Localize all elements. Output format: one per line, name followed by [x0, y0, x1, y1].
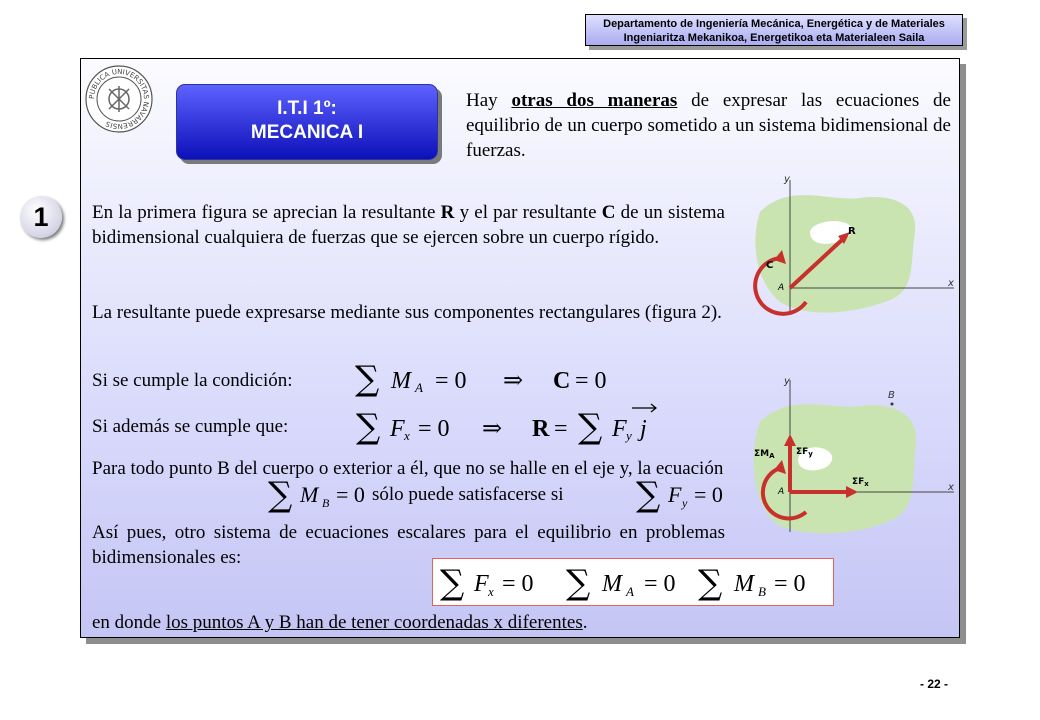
svg-text:M: M — [602, 571, 622, 597]
university-seal-icon — [84, 64, 154, 134]
svg-text:y: y — [682, 496, 688, 510]
department-header — [585, 14, 963, 46]
svg-text:A: A — [778, 283, 785, 293]
condition-line-2: Si además se cumple que: — [92, 416, 289, 437]
svg-text:= 0: = 0 — [336, 482, 365, 507]
figure-2-components — [740, 372, 958, 542]
paragraph-conclusion: en donde los puntos A y B han de tener coordenadas x diferentes. — [92, 612, 588, 633]
svg-text:A: A — [626, 584, 634, 599]
svg-text:∑: ∑ — [356, 407, 381, 446]
paragraph-resultant: En la primera figura se aprecian la resultante R y el par resultante C de un sistema bidimensional cualquiera de fuerzas que se ejercen sobre un cuerpo rígido. — [92, 202, 725, 248]
svg-text:∑: ∑ — [355, 359, 380, 398]
svg-text:x: x — [948, 278, 954, 289]
svg-text:j: j — [640, 416, 647, 442]
intro-paragraph: Hay otras dos maneras de expresar las ecuaciones de equilibrio de un cuerpo sometido a un sistema bidimensional de fuerzas. — [466, 90, 951, 161]
svg-text:ΣFx: $\Sigma F_x$ — [852, 477, 869, 488]
equation-moment-a — [355, 358, 635, 398]
equation-moment-b-inline — [268, 474, 380, 514]
svg-text:x: x — [488, 584, 494, 599]
department-name-es: Departamento de Ingeniería Mecánica, Energética y de Materiales — [603, 18, 945, 30]
svg-text:= 0: = 0 — [418, 416, 450, 442]
equation-force-y-inline — [636, 474, 736, 514]
intro-emphasis: otras dos maneras — [511, 90, 678, 111]
svg-text:C: C — [553, 368, 571, 394]
svg-text:= 0: = 0 — [644, 571, 676, 597]
page-number: - 22 - — [920, 677, 949, 691]
svg-text:B: B — [888, 390, 895, 401]
paragraph-components: La resultante puede expresarse mediante sus componentes rectangulares (figura 2). — [92, 302, 722, 323]
svg-text:=: = — [554, 416, 568, 442]
svg-text:∑: ∑ — [566, 563, 591, 602]
svg-text:∑: ∑ — [636, 475, 661, 514]
svg-text:A: A — [778, 487, 785, 497]
svg-text:F: F — [474, 571, 489, 597]
svg-text:M: M — [391, 368, 411, 394]
paragraph-scalar-system: Así pues, otro sistema de ecuaciones escalares para el equilibrio en problemas bidimensionales es: — [92, 522, 725, 568]
svg-text:y: y — [784, 376, 790, 387]
svg-text:∑: ∑ — [698, 563, 723, 602]
svg-text:F: F — [390, 416, 405, 442]
svg-text:= 0: = 0 — [502, 571, 534, 597]
svg-text:∑: ∑ — [578, 407, 603, 446]
paragraph-point-b: Para todo punto B del cuerpo o exterior a él, que no se halle en el eje y, la ecuación — [92, 458, 724, 479]
svg-text:∑: ∑ — [440, 563, 465, 602]
svg-text:⇒: ⇒ — [482, 414, 503, 442]
svg-text:⇒: ⇒ — [503, 366, 524, 394]
department-name-eu: Ingeniaritza Mekanikoa, Energetikoa eta Materialeen Saila — [623, 32, 925, 44]
seal-text: PUBLICA UNIVERSITAS NAVARRENSIS — [87, 67, 151, 131]
svg-text:= 0: = 0 — [774, 571, 806, 597]
svg-text:C: C — [766, 260, 774, 271]
svg-text:ΣMA: $\Sigma M_A$ — [754, 449, 775, 460]
condition-line-1: Si se cumple la condición: — [92, 370, 293, 391]
svg-text:= 0: = 0 — [575, 368, 607, 394]
svg-text:x: x — [404, 428, 410, 443]
svg-text:= 0: = 0 — [694, 482, 723, 507]
svg-text:F: F — [612, 416, 627, 442]
svg-text:A: A — [415, 380, 423, 395]
conclusion-emphasis: los puntos A y B han de tener coordenadas x diferentes — [165, 612, 583, 633]
equilibrium-equations — [440, 560, 830, 602]
course-title-box — [176, 84, 438, 160]
svg-text:R: R — [848, 226, 856, 237]
svg-text:B: B — [322, 496, 330, 510]
svg-text:F: F — [668, 482, 682, 507]
svg-text:M: M — [300, 482, 319, 507]
svg-text:x: x — [948, 482, 954, 493]
section-badge: 1 — [20, 196, 62, 238]
paragraph-point-b-cont: sólo puede satisfacerse si — [372, 484, 564, 505]
svg-text:y: y — [784, 174, 790, 185]
svg-text:M: M — [734, 571, 754, 597]
figure-1-resultant — [740, 172, 958, 320]
svg-text:R: R — [532, 416, 550, 442]
svg-text:ΣFy: $\Sigma F_y$ — [796, 447, 813, 458]
svg-text:y: y — [626, 428, 632, 443]
equation-force-x — [356, 400, 666, 446]
svg-text:= 0: = 0 — [435, 368, 467, 394]
svg-text:B: B — [758, 584, 766, 599]
course-code: I.T.I 1º: — [277, 98, 337, 119]
svg-text:∑: ∑ — [268, 475, 293, 514]
course-name: MECANICA I — [250, 122, 364, 143]
